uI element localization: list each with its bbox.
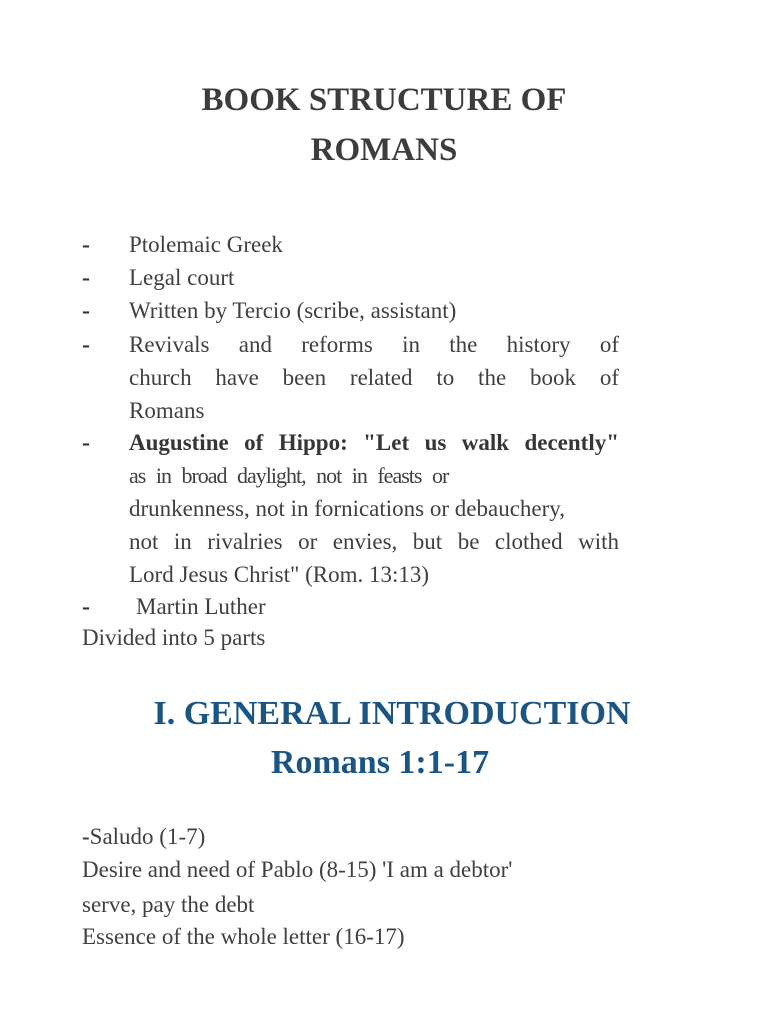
bullet-ptolemaic-greek: Ptolemaic Greek xyxy=(129,232,283,257)
section-dash: - xyxy=(82,824,90,849)
bullet-legal-court: Legal court xyxy=(129,265,235,290)
section-line-essence: Essence of the whole letter (16-17) xyxy=(82,924,405,949)
section-subheading: Romans 1:1-17 xyxy=(270,744,490,781)
page-title-line-2: ROMANS xyxy=(310,132,458,168)
section-line-saludo xyxy=(82,824,205,850)
bullet-revivals-line-1: Revivals and reforms in the history of xyxy=(129,332,619,357)
bullet-martin-luther: Martin Luther xyxy=(136,594,266,619)
bullet-dash: - xyxy=(82,298,90,324)
divided-into-parts: Divided into 5 parts xyxy=(82,625,266,650)
bullet-written-by: Written by Tercio (scribe, assistant) xyxy=(129,298,457,323)
bullet-augustine-line-2: as in broad daylight, not in feasts or xyxy=(129,463,449,488)
bullet-dash: - xyxy=(82,232,90,258)
section-line-desire: Desire and need of Pablo (8-15) 'I am a debtor' xyxy=(82,857,513,882)
section-line-saludo-text: Saludo (1-7) xyxy=(89,824,206,849)
bullet-augustine-line-3: drunkenness, not in fornications or debauchery, xyxy=(129,496,566,521)
bullet-dash: - xyxy=(82,594,90,620)
bullet-revivals-line-2: church have been related to the book of xyxy=(129,365,619,390)
section-heading: I. GENERAL INTRODUCTION xyxy=(153,695,631,732)
section-line-serve: serve, pay the debt xyxy=(82,892,255,917)
bullet-augustine-line-4: not in rivalries or envies, but be clothed with xyxy=(129,529,619,554)
bullet-dash: - xyxy=(82,332,90,358)
bullet-dash: - xyxy=(82,430,90,456)
bullet-augustine-line-1: Augustine of Hippo: "Let us walk decently" xyxy=(129,430,619,455)
page-title-line-1: BOOK STRUCTURE OF xyxy=(201,82,567,118)
bullet-augustine-line-5: Lord Jesus Christ" (Rom. 13:13) xyxy=(129,562,430,587)
bullet-dash: - xyxy=(82,265,90,291)
bullet-revivals-line-3: Romans xyxy=(129,398,205,423)
